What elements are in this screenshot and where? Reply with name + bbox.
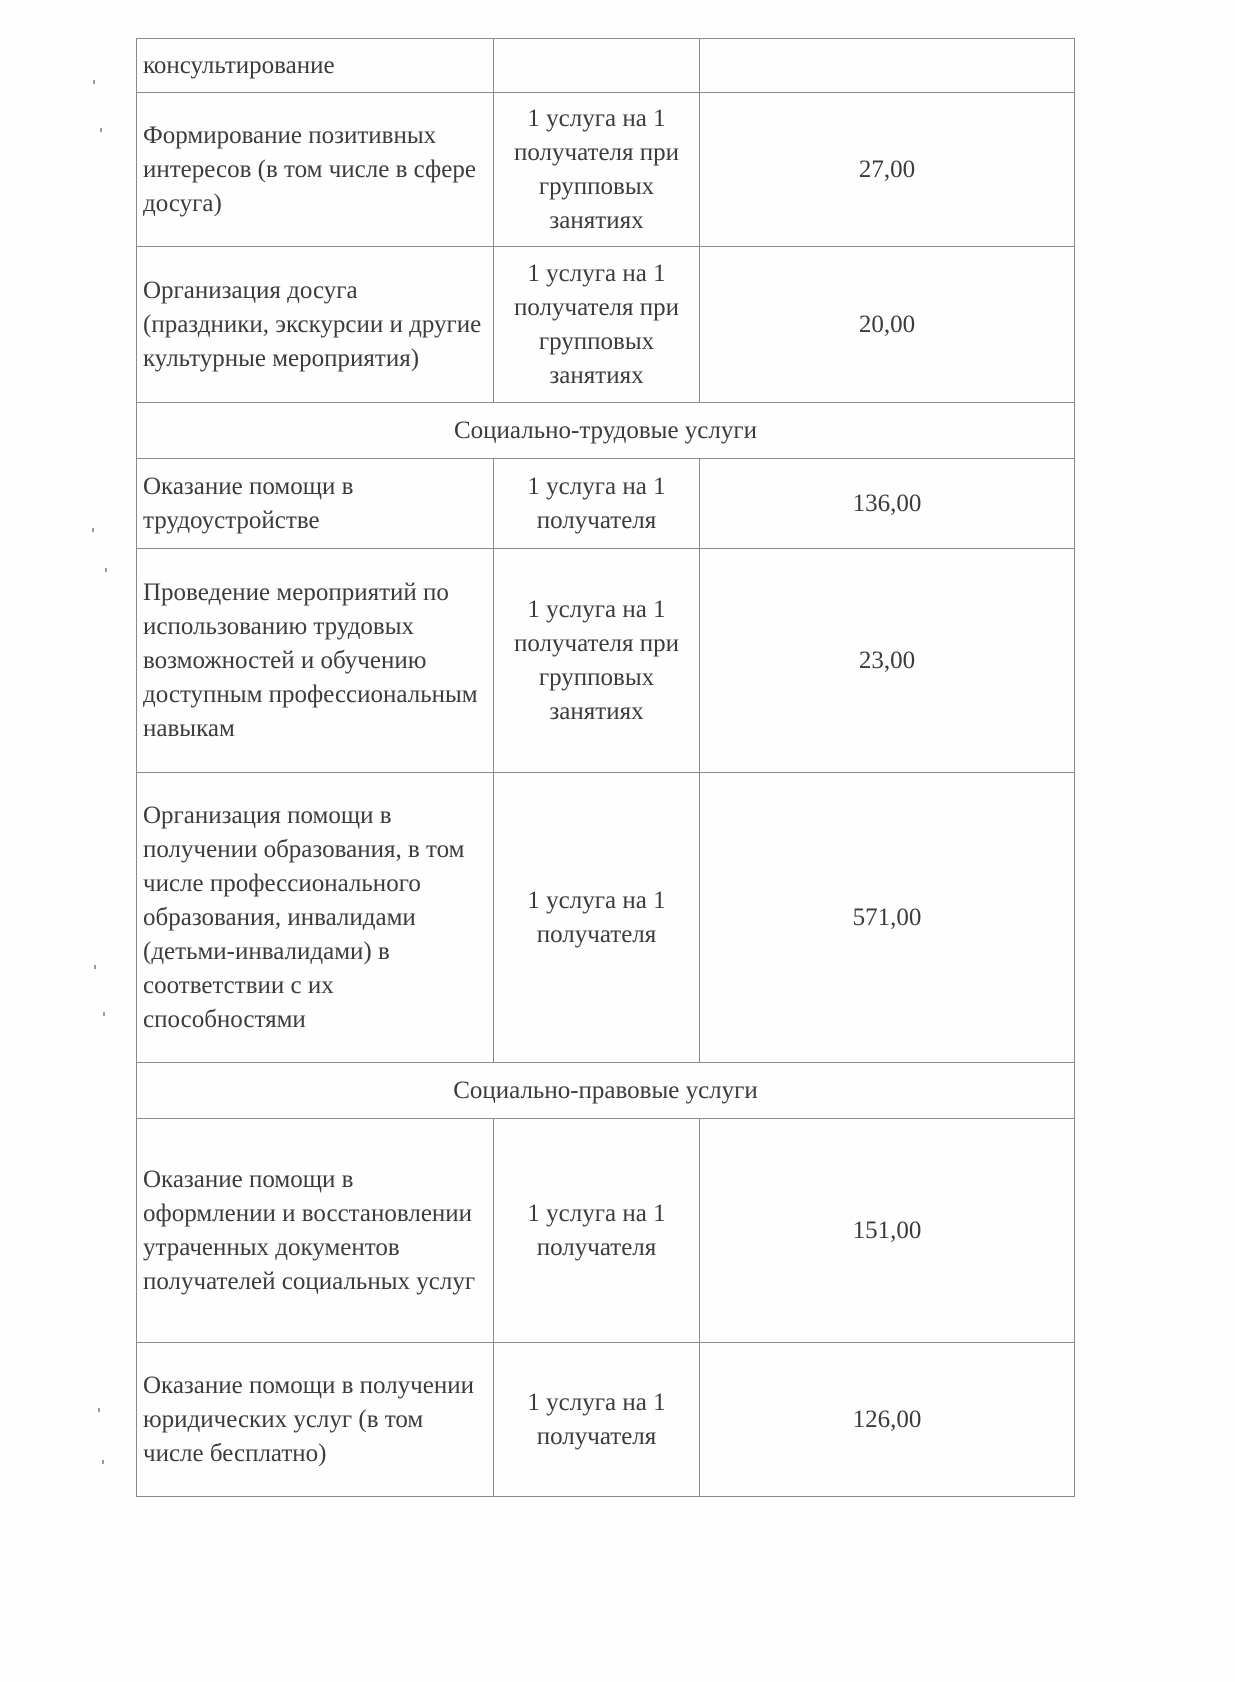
service-unit-cell: 1 услуга на 1 получателя при групповых занятиях	[494, 549, 700, 773]
service-price-cell: 136,00	[700, 459, 1075, 549]
scan-speck	[103, 1012, 105, 1016]
section-header-row	[137, 403, 1075, 459]
table-row	[137, 1119, 1075, 1343]
table-body	[137, 39, 1075, 1497]
service-unit-cell: 1 услуга на 1 получателя	[494, 1119, 700, 1343]
scan-speck	[102, 1460, 104, 1464]
service-unit-cell: 1 услуга на 1 получателя при групповых занятиях	[494, 93, 700, 247]
section-title: Социально-правовые услуги	[137, 1063, 1075, 1119]
service-price-cell: 27,00	[700, 93, 1075, 247]
service-price-cell: 126,00	[700, 1343, 1075, 1497]
table-row	[137, 39, 1075, 93]
scan-speck	[94, 965, 96, 969]
service-price-cell: 23,00	[700, 549, 1075, 773]
service-name-cell: Организация досуга (праздники, экскурсии и другие культурные мероприятия)	[137, 247, 494, 403]
table-row	[137, 1343, 1075, 1497]
service-name-cell: Формирование позитивных интересов (в том числе в сфере досуга)	[137, 93, 494, 247]
scan-speck	[100, 128, 102, 132]
service-name-cell: Проведение мероприятий по использованию трудовых возможностей и обучению доступным профессиональным навыкам	[137, 549, 494, 773]
table-row	[137, 93, 1075, 247]
scan-speck	[92, 528, 94, 532]
service-price-cell	[700, 39, 1075, 93]
table-row	[137, 549, 1075, 773]
table-row	[137, 247, 1075, 403]
table-row	[137, 459, 1075, 549]
scan-speck	[105, 568, 107, 572]
service-name-cell: Оказание помощи в оформлении и восстановлении утраченных документов получателей социальных услуг	[137, 1119, 494, 1343]
section-title: Социально-трудовые услуги	[137, 403, 1075, 459]
service-name-cell: Организация помощи в получении образования, в том числе профессионального образования, инвалидами (детьми-инвалидами) в соответствии с их способностями	[137, 773, 494, 1063]
service-name-cell: Оказание помощи в получении юридических услуг (в том числе бесплатно)	[137, 1343, 494, 1497]
services-tariff-table	[136, 38, 1075, 1497]
service-unit-cell	[494, 39, 700, 93]
service-name-cell: Оказание помощи в трудоустройстве	[137, 459, 494, 549]
service-unit-cell: 1 услуга на 1 получателя	[494, 459, 700, 549]
section-header-row	[137, 1063, 1075, 1119]
service-unit-cell: 1 услуга на 1 получателя	[494, 773, 700, 1063]
service-name-cell: консультирование	[137, 39, 494, 93]
table-row	[137, 773, 1075, 1063]
service-price-cell: 20,00	[700, 247, 1075, 403]
scan-speck	[98, 1408, 100, 1412]
service-unit-cell: 1 услуга на 1 получателя при групповых занятиях	[494, 247, 700, 403]
service-price-cell: 571,00	[700, 773, 1075, 1063]
service-unit-cell: 1 услуга на 1 получателя	[494, 1343, 700, 1497]
scan-speck	[93, 80, 95, 84]
service-price-cell: 151,00	[700, 1119, 1075, 1343]
